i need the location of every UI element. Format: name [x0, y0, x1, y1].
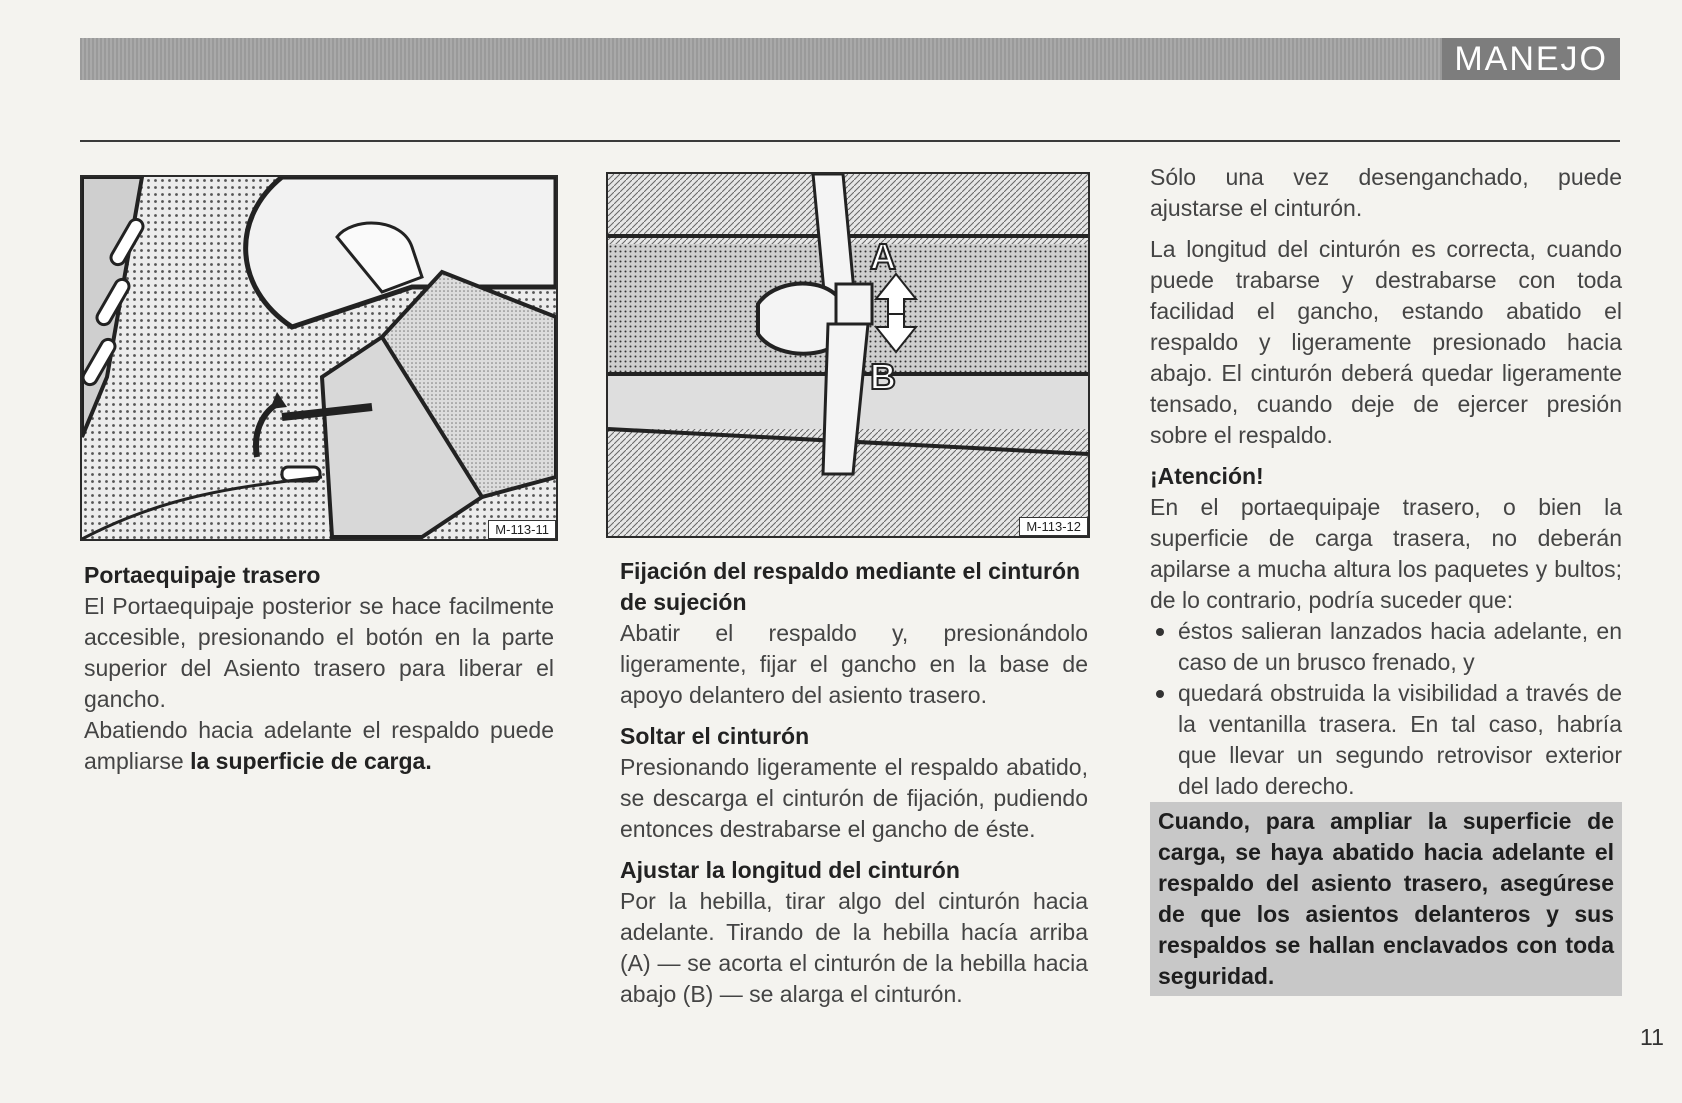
label-b: B	[870, 356, 896, 397]
warning-list	[1150, 616, 1622, 802]
list-item: quedará obstruida la visibilidad a través de la ventanilla trasera. En tal caso, habría que llevar un segundo retrovisor exterior del lado derecho.	[1150, 678, 1622, 802]
figure-code: M-113-11	[488, 520, 556, 539]
illustration-rear-luggage-drawing	[82, 177, 556, 539]
safety-note: Cuando, para ampliar la superficie de carga, se haya abatido hacia adelante el respaldo del asiento trasero, asegúrese de que los asientos delanteros y sus respaldos se hallan enclavados con toda seguridad.	[1150, 802, 1622, 996]
label-a: A	[870, 236, 896, 277]
warning-heading: ¡Atención!	[1150, 463, 1264, 489]
header-rule	[80, 140, 1620, 142]
illustration-belt-fastening-drawing	[608, 174, 1088, 536]
paragraph: Abatir el respaldo y, presionándolo ligeramente, fijar el gancho en la base de apoyo delantero del asiento trasero.	[620, 620, 1088, 708]
paragraph: Presionando ligeramente el respaldo abatido, se descarga el cinturón de fijación, pudiendo entonces destrabarse el gancho de éste.	[620, 754, 1088, 842]
heading-rear-luggage: Portaequipaje trasero	[84, 562, 321, 588]
column-adjustment-warning	[1150, 162, 1622, 996]
paragraph-text: Abatiendo hacia adelante el respaldo puede ampliarse	[84, 717, 554, 774]
warning-text: En el portaequipaje trasero, o bien la superficie de carga trasera, no deberán apilarse a mucha altura los paquetes y bultos; de lo contrario, podría suceder que:	[1150, 494, 1622, 613]
heading-release-belt: Soltar el cinturón	[620, 723, 810, 749]
section-title: MANEJO	[1442, 38, 1620, 80]
illustration-belt-fastening	[606, 172, 1090, 538]
paragraph: Sólo una vez desenganchado, puede ajustarse el cinturón.	[1150, 164, 1622, 221]
paragraph: Por la hebilla, tirar algo del cinturón hacia adelante. Tirando de la hebilla hacía arriba (A) — se acorta el cinturón de la hebilla hacia abajo (B) — se alarga el cinturón.	[620, 888, 1088, 1007]
column-belt	[620, 556, 1088, 1010]
page-number: 11	[1640, 1024, 1664, 1050]
paragraph: El Portaequipaje posterior se hace facilmente accesible, presionando el botón en la parte superior del Asiento trasero para liberar el gancho.	[84, 593, 554, 712]
paragraph	[84, 715, 554, 777]
paragraph: La longitud del cinturón es correcta, cuando puede trabarse y destrabarse con toda facilidad el gancho, estando abatido el respaldo y ligeramente presionado hacia abajo. El cinturón deberá quedar ligeramente tensado, cuando deje de ejercer presión sobre el respaldo.	[1150, 236, 1622, 448]
figure-code: M-113-12	[1019, 517, 1088, 536]
list-item: éstos salieran lanzados hacia adelante, en caso de un brusco frenado, y	[1150, 616, 1622, 678]
emphasis-text: la superficie de carga.	[190, 748, 432, 774]
header-band	[80, 38, 1620, 80]
illustration-rear-luggage	[80, 175, 558, 541]
column-rear-luggage	[84, 560, 554, 777]
heading-belt-fastening: Fijación del respaldo mediante el cinturón de sujeción	[620, 558, 1081, 615]
heading-adjust-belt: Ajustar la longitud del cinturón	[620, 857, 960, 883]
